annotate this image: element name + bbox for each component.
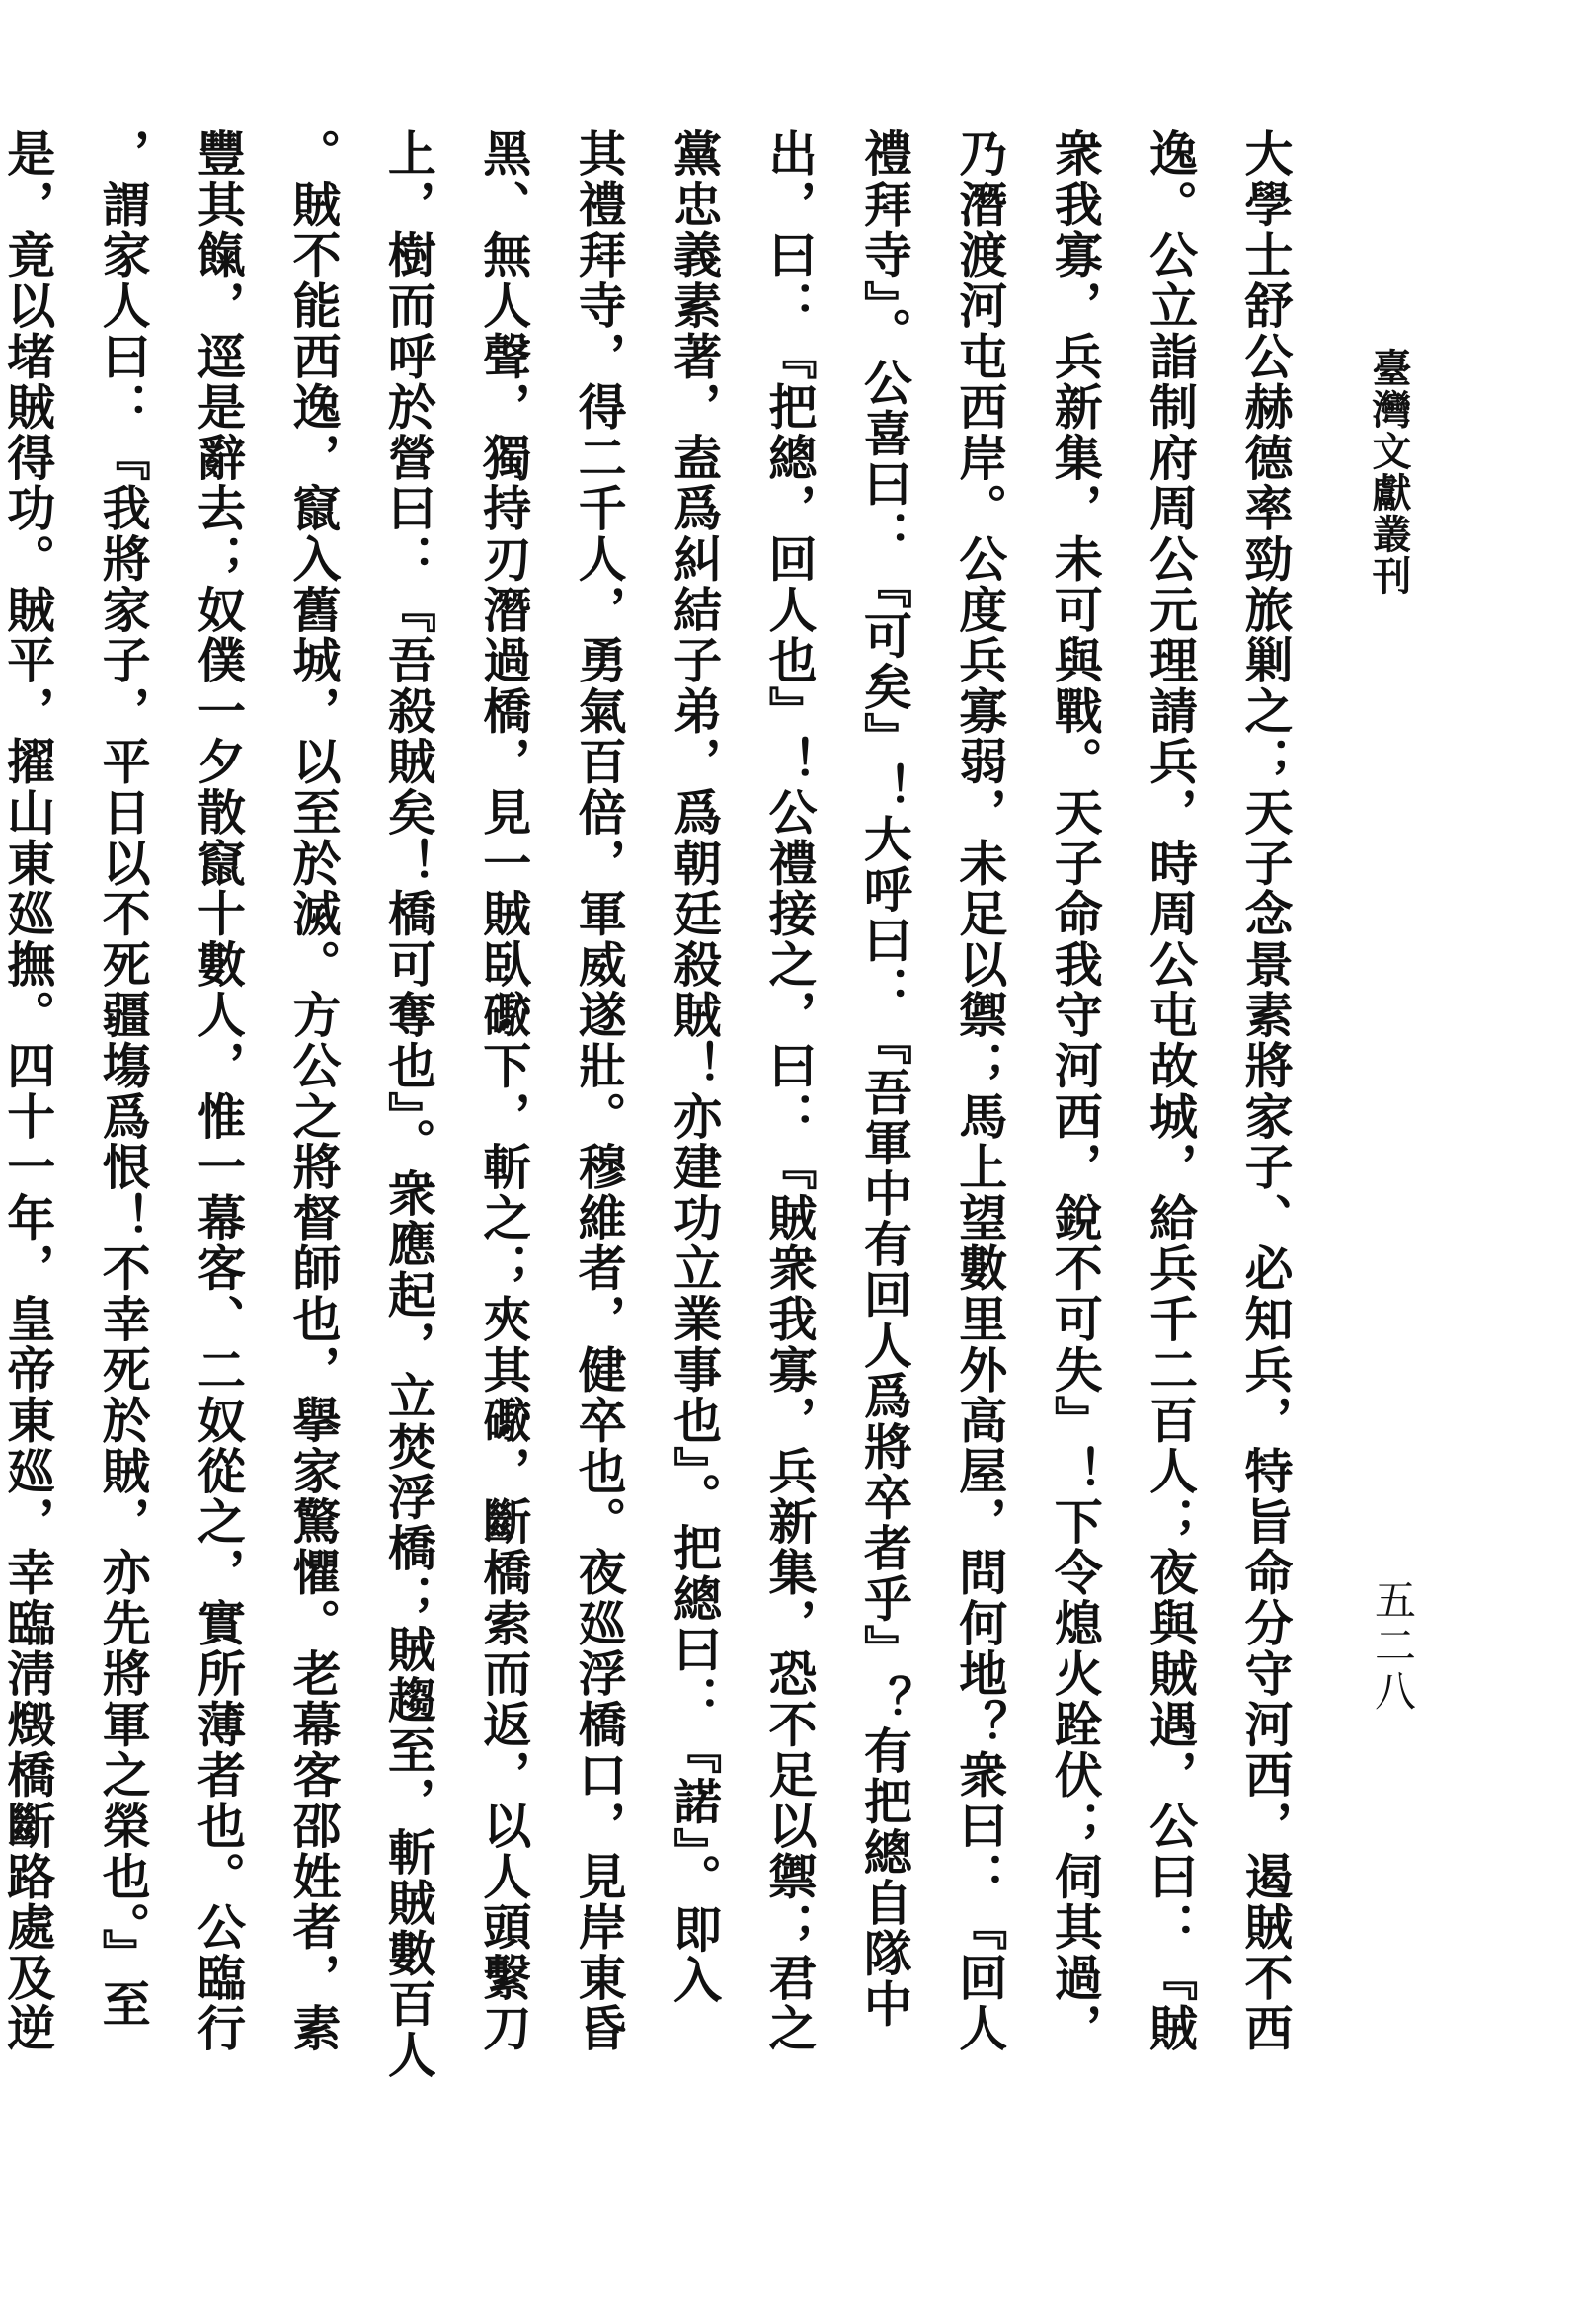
text-column: 大學士舒公赫德率勁旅剿之；天子念景素將家子、必知兵，特旨命分守河西，遏賊不西: [1237, 128, 1295, 2054]
text-column: 出，曰：『把總，回人也』！公禮接之，曰：『賊衆我寡，兵新集，恐不足以禦；君之: [760, 128, 819, 2054]
body-text: [0, 128, 1313, 2183]
text-column: 乃潛渡河屯西岸。公度兵寡弱，未足以禦；馬上望數里外高屋，問何地？衆曰：『回人: [951, 128, 1009, 2054]
text-column: 其禮拜寺，得二千人，勇氣百倍，軍威遂壯。穆維者，健卒也。夜廵浮橋口，見岸東昏: [571, 128, 629, 2054]
text-column: 豐其餼，逕是辭去；奴僕一夕散竄十數人，惟一幕客、二奴從之，實所薄者也。公臨行: [190, 128, 248, 2054]
text-column: 衆我寡，兵新集，未可與戰。天子命我守河西，銳不可失』！下令熄火跧伏；伺其過，: [1047, 128, 1105, 2054]
text-column: 是，竟以堵賊得功。賊平，擢山東廵撫。四十一年，皇帝東廵，幸臨淸燬橋斷路處及逆: [0, 128, 57, 2054]
text-column: 黑、無人聲，獨持刃潛過橋，見一賊臥礮下，斬之；夾其礮，斷橋索而返，以人頭繫刀: [475, 128, 533, 2054]
text-column: ，謂家人曰：『我將家子，平日以不死疆塲爲恨！不幸死於賊，亦先將軍之榮也。』至: [95, 128, 153, 2030]
text-column: 。賊不能西逸，竄入舊城，以至於滅。方公之將督師也，擧家驚懼。老幕客邵姓者，素: [284, 128, 343, 2054]
text-column: 逸。公立詣制府周公元理請兵，時周公屯故城，給兵千二百人；夜與賊遇，公曰：『賊: [1142, 128, 1200, 2054]
running-head-series-title: 臺灣文獻叢刊: [1366, 348, 1412, 597]
text-column: 黨忠義素著，盍爲糾結子弟，爲朝廷殺賊！亦建功立業事也』。把總曰：『諾』。即入: [666, 128, 724, 2006]
page-number: 五二八: [1369, 1578, 1417, 1715]
text-column: 禮拜寺』。公喜曰：『可矣』！大呼曰：『吾軍中有回人爲將卒者乎』？有把總自隊中: [856, 128, 914, 2030]
text-column: 上，樹而呼於營曰：『吾殺賊矣！橋可奪也』。衆應起，立焚浮橋；賊趨至，斬賊數百人: [380, 128, 438, 2081]
